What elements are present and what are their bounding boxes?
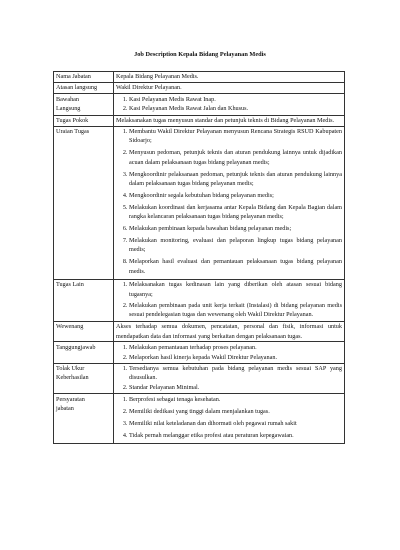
job-description-table [53, 71, 345, 444]
value-persyaratan [114, 394, 345, 444]
row-uraian-tugas [54, 126, 345, 279]
label-tolak-ukur [54, 363, 114, 394]
list-item: 2. Standar Pelayanan Minimal. [129, 383, 342, 392]
label-tolak-ukur-line2: Keberhasilan [56, 374, 89, 382]
list-item: 6. Melakukan pembinaan kepada bawahan bidang pelayanan medis; [129, 224, 342, 233]
list-item: 2. Kasi Pelayanan Medis Rawat Jalan dan Khusus. [129, 104, 342, 113]
value-tugas-lain [114, 280, 345, 322]
tanggungjawab-list [116, 343, 342, 362]
list-item: 2. Memiliki dedikasi yang tinggi dalam menjalankan tugas. [129, 407, 342, 416]
row-nama-jabatan [54, 72, 345, 83]
list-item: 1. Berprofesi sebagai tenaga kesehatan. [129, 395, 342, 404]
value-tugas-pokok: Melaksanakan tugas menyusun standar dan petunjuk teknis di Bidang Pelayanan Medis. [114, 115, 345, 126]
label-bawahan-line2: Langsung [56, 104, 81, 112]
value-uraian-tugas [114, 126, 345, 279]
list-item: 3. Mengkoordinir pelaksanaan pedoman, petunjuk teknis dan aturan pendukung lainnya dalam pelaksanaan tugas bidang pelayanan medis; [129, 170, 342, 189]
row-tugas-pokok [54, 115, 345, 126]
label-wewenang: Wewenang [54, 322, 114, 342]
label-persyaratan-line1: Persyaratan [56, 395, 85, 403]
row-tugas-lain [54, 280, 345, 322]
label-persyaratan [54, 394, 114, 444]
row-atasan-langsung [54, 83, 345, 94]
list-item: 1. Melaksanakan tugas kedinasan lain yang diberikan oleh atasan sesuai bidang tugasnya; [129, 280, 342, 299]
value-wewenang: Akses terhadap semua dokumen, pencatatan, personal dan fisik, informasi untuk mendapatkan data dan informasi yang berkaitan dengan pelaksanaan tugas. [114, 322, 345, 342]
label-uraian-tugas: Uraian Tugas [54, 126, 114, 279]
list-item: 7. Melakukan monitoring, evaluasi dan pelaporan lingkup tugas bidang pelayanan medis; [129, 236, 342, 255]
list-item: 3. Memiliki nilai keteladanan dan dihormati oleh pegawai rumah sakit [129, 419, 342, 428]
persyaratan-list [116, 395, 342, 440]
list-item: 1. Membantu Wakil Direktur Pelayanan menyusun Rencana Strategis RSUD Kabupaten Sidoarjo; [129, 127, 342, 146]
list-item: 2. Melakukan pembinaan pada unit kerja terkait (Instalasi) di bidang pelayanan medis sesuai pendelegasian tugas dan wewenang oleh Wakil Direktur Pelayanan. [129, 301, 342, 320]
list-item: 1. Kasi Pelayanan Medis Rawat Inap. [129, 95, 342, 104]
list-item: 2. Menyusun pedoman, petunjuk teknis dan aturan pendukung lainnya untuk dijadikan acuan dalam pelaksanaan tugas bidang pelayanan medis; [129, 148, 342, 167]
label-tolak-ukur-line1: Tolak Ukur [56, 365, 85, 373]
label-tugas-pokok: Tugas Pokok [54, 115, 114, 126]
tolak-ukur-list [116, 364, 342, 392]
list-item: 1. Tersedianya semua kebutuhan pada bidang pelayanan medis sesuai SAP yang disusulkan. [129, 364, 342, 383]
label-tugas-lain: Tugas Lain [54, 280, 114, 322]
row-wewenang [54, 322, 345, 342]
bawahan-list [116, 95, 342, 114]
row-persyaratan [54, 394, 345, 444]
row-bawahan-langsung [54, 94, 345, 115]
list-item: 2. Melaporkan hasil kinerja kepada Wakil Direktur Pelayanan. [129, 353, 342, 362]
row-tolak-ukur [54, 363, 345, 394]
label-persyaratan-line2: jabatan [56, 405, 74, 413]
value-nama-jabatan: Kepala Bidang Pelayanan Medis. [114, 72, 345, 83]
list-item: 4. Mengkoordinir segala kebutuhan bidang pelayanan medis; [129, 191, 342, 200]
document-title: Job Description Kepala Bidang Pelayanan Medis [134, 51, 266, 58]
uraian-tugas-list [116, 127, 342, 276]
value-tanggungjawab [114, 342, 345, 363]
label-bawahan-line1: Bawahan [56, 95, 80, 103]
row-tanggungjawab [54, 342, 345, 363]
list-item: 1. Melakukan pemantauan terhadap proses pelayanan. [129, 343, 342, 352]
value-bawahan-langsung [114, 94, 345, 115]
label-atasan-langsung: Atasan langsung [54, 83, 114, 94]
label-bawahan-langsung [54, 94, 114, 115]
list-item: 4. Tidak pernah melanggar etika profesi atau peraturan kepegawaian. [129, 431, 342, 440]
label-nama-jabatan: Nama Jabatan [54, 72, 114, 83]
label-tanggungjawab: Tanggungjawab [54, 342, 114, 363]
list-item: 8. Melaporkan hasil evaluasi dan pemantauan pelaksanaan tugas bidang pelayanan medis. [129, 257, 342, 276]
value-atasan-langsung: Wakil Direktur Pelayanan. [114, 83, 345, 94]
value-tolak-ukur [114, 363, 345, 394]
list-item: 5. Melakukan koordinasi dan kerjasama antar Kepala Bidang dan Kepala Bagian dalam rangka kelancaran pelaksanaan tugas bidang pelayanan medis; [129, 203, 342, 222]
tugas-lain-list [116, 280, 342, 319]
